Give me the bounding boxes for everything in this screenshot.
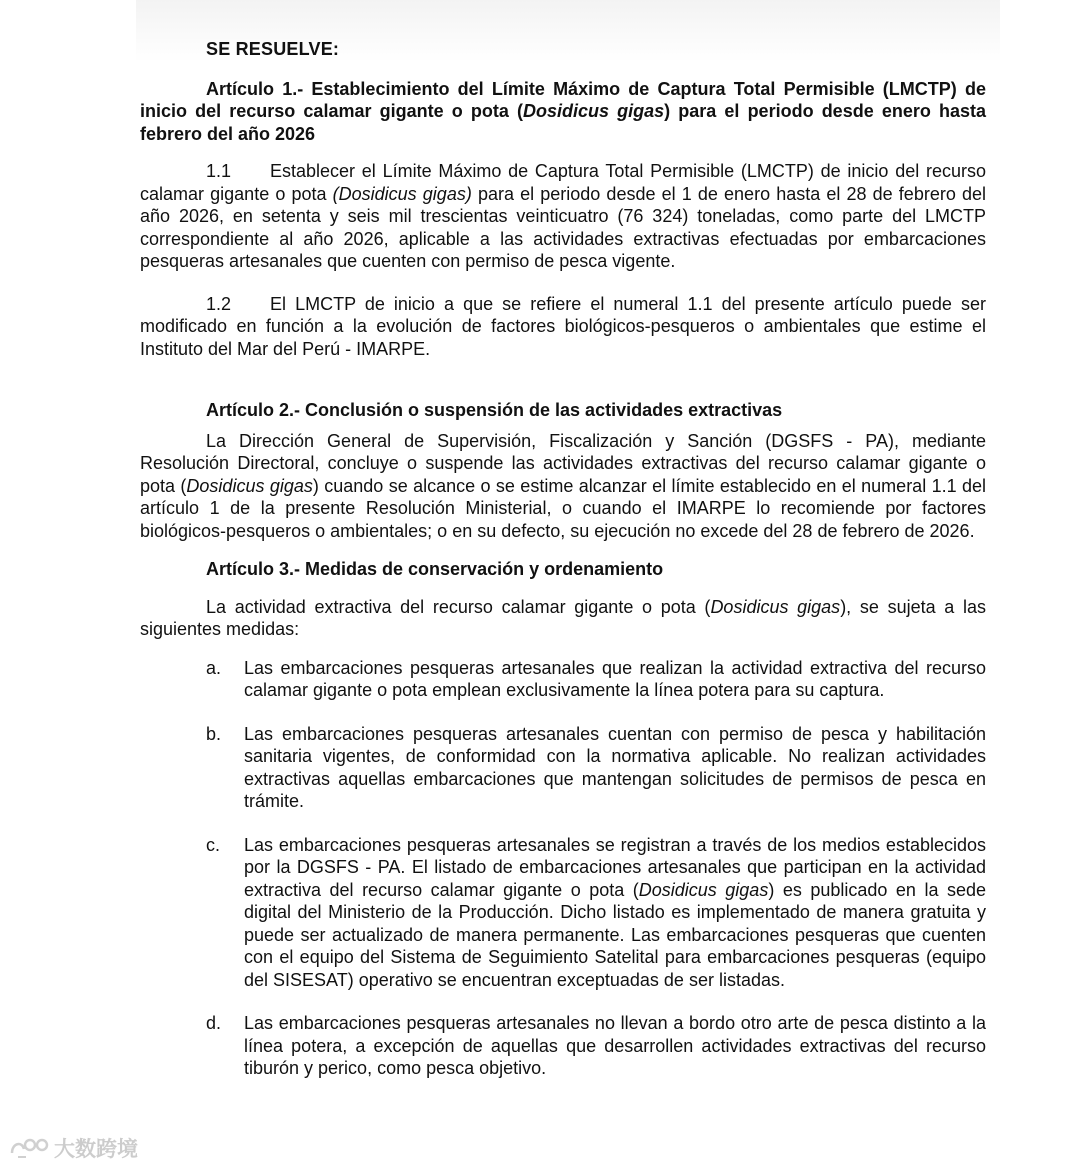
item-number: 1.2 [206,293,232,314]
article-1-item-1-1: 1.1 Establecer el Límite Máximo de Captura Total Permisible (LMCTP) de inicio del recurso calamar gigante o pota (Dosidicus gigas) para el periodo desde el 1 de enero hasta el 28 de febrero del año 2026, en setenta y seis mil trescientas veinticuatro (76 324) toneladas, como parte del LMCTP correspondiente al año 2026, aplicable a las actividades extractivas efectuadas por embarcaciones pesqueras artesanales que cuenten con permiso de pesca vigente. [140,161,986,271]
article-2-title: Artículo 2.- Conclusión o suspensión de las actividades extractivas [206,400,783,420]
article-1-title: Artículo 1.- Establecimiento del Límite Máximo de Captura Total Permisible (LMCTP) de inicio del recurso calamar gigante o pota (Dosidicus gigas) para el periodo desde enero hasta febrero del año 2026 [140,78,987,144]
list-item-d: d. Las embarcaciones pesqueras artesanales no llevan a bordo otro arte de pesca distinto a la línea potera, a excepción de aquellas que desarrollen actividades extractivas del recurso tiburón y perico, como pesca objetivo. [206,1013,986,1078]
brand-logo-icon [8,1135,54,1161]
document-content [140,38,986,1101]
list-letter: c. [206,834,221,855]
list-item-c: c. Las embarcaciones pesqueras artesanales se registran a través de los medios establecidos por la DGSFS - PA. El listado de embarcaciones artesanales que participan en la actividad extractiva del recurso calamar gigante o pota (Dosidicus gigas) es publicado en la sede digital del Ministerio de la Producción. Dicho listado es implementado de manera gratuita y puede ser actualizado de manera permanente. Las embarcaciones pesqueras que cuenten con el equipo del Sistema de Seguimiento Satelital para embarcaciones pesqueras (equipo del SISESAT) operativo se encuentran exceptuadas de ser listadas. [206,834,987,990]
article-1-item-1-2: 1.2 El LMCTP de inicio a que se refiere el numeral 1.1 del presente artículo puede ser modificado en función a la evolución de factores biológicos-pesqueros o ambientales que estime el Instituto del Mar del Perú - IMARPE. [140,293,986,359]
list-letter: a. [206,657,222,678]
list-letter: d. [206,1013,222,1033]
list-item-b: b. Las embarcaciones pesqueras artesanales cuentan con permiso de pesca y habilitación sanitaria vigentes, de conformidad con la normativa aplicable. No realizan actividades extractivas aquellas embarcaciones que mantengan solicitudes de permisos de pesca en trámite. [206,723,986,811]
list-item-a: a. Las embarcaciones pesqueras artesanales que realizan la actividad extractiva del recurso calamar gigante o pota emplean exclusivamente la línea potera para su captura. [206,657,986,700]
article-3-intro: La actividad extractiva del recurso calamar gigante o pota (Dosidicus gigas), se sujeta a las siguientes medidas: [140,596,986,639]
watermark-text: 大数跨境 [54,1138,138,1161]
article-3-title: Artículo 3.- Medidas de conservación y ordenamiento [206,559,664,579]
watermark [8,1133,148,1163]
list-letter: b. [206,723,222,744]
article-2-body: La Dirección General de Supervisión, Fiscalización y Sanción (DGSFS - PA), mediante Resolución Directoral, concluye o suspende las actividades extractivas del recurso calamar gigante o pota (Dosidicus gigas) cuando se alcance o se estime alcanzar el límite establecido en el numeral 1.1 del artículo 1 de la presente Resolución Ministerial, o cuando el IMARPE lo recomiende por factores biológicos-pesqueros o ambientales; o en su defecto, su ejecución no excede del 28 de febrero de 2026. [140,430,987,541]
item-number: 1.1 [206,161,232,181]
resolution-heading: SE RESUELVE: [206,39,340,59]
